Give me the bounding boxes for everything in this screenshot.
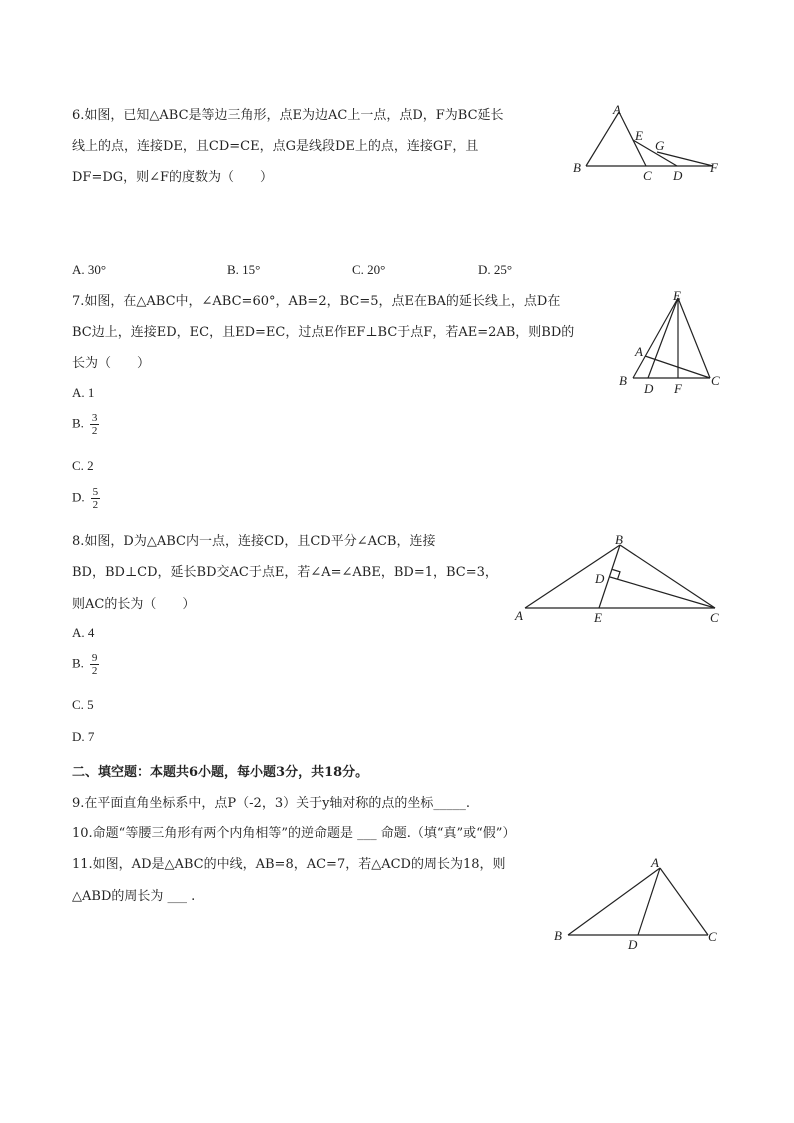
q7-option-c[interactable]: C. 2 — [72, 458, 94, 473]
q6-option-d[interactable]: D. 25° — [478, 262, 513, 277]
q8-label-c: C — [710, 610, 719, 625]
q7-option-b-denominator: 2 — [91, 425, 98, 437]
q8-line-1: 8.如图，D为△ABC内一点，连接CD，且CD平分∠ACB，连接 — [72, 534, 436, 549]
q6-label-c: C — [643, 168, 652, 183]
q6-line-1: 6.如图，已知△ABC是等边三角形，点E为边AC上一点，点D，F为BC延长 — [72, 108, 504, 123]
q7-label-f: F — [674, 381, 682, 396]
q8-option-b-prefix: B. — [72, 655, 84, 671]
q7-option-b-fraction — [90, 412, 100, 437]
q7-label-e: E — [673, 288, 681, 303]
q6-label-d: D — [673, 168, 683, 183]
section-2-title: 二、填空题：本题共6小题，每小题3分，共18分。 — [72, 765, 369, 780]
q11-label-b: B — [554, 928, 562, 943]
q8-segment-bc — [620, 545, 715, 608]
q7-label-c: C — [711, 373, 720, 388]
q7-option-b-numerator: 3 — [91, 412, 98, 424]
q6-line-3: DF=DG，则∠F的度数为（ ） — [72, 170, 274, 185]
q8-line-3: 则AC的长为（ ） — [72, 597, 196, 612]
q7-option-d[interactable] — [72, 486, 100, 511]
q7-option-b-prefix: B. — [72, 415, 84, 431]
q7-option-a[interactable]: A. 1 — [72, 385, 95, 400]
q6-label-e: E — [635, 128, 643, 143]
q6-option-b[interactable]: B. 15° — [227, 262, 261, 277]
q9-text: 9.在平面直角坐标系中，点P（-2，3）关于y轴对称的点的坐标_____. — [72, 796, 471, 811]
q8-segment-ab — [525, 545, 620, 608]
q7-option-b[interactable] — [72, 412, 99, 437]
q6-label-b: B — [573, 160, 581, 175]
q8-option-a[interactable]: A. 4 — [72, 625, 95, 640]
q6-segment-ab — [586, 112, 619, 166]
q8-line-2: BD，BD⊥CD，延长BD交AC于点E，若∠A=∠ABE，BD=1，BC=3， — [72, 565, 498, 580]
q6-option-a[interactable]: A. 30° — [72, 262, 107, 277]
q8-option-b[interactable] — [72, 652, 99, 677]
q7-segment-eb — [633, 298, 678, 378]
q8-option-c[interactable]: C. 5 — [72, 697, 94, 712]
q6-label-a: A — [613, 102, 621, 117]
q8-figure — [505, 528, 730, 628]
q6-label-g: G — [655, 138, 665, 153]
q7-label-a: A — [635, 344, 643, 359]
q7-figure — [610, 286, 730, 398]
q7-option-d-denominator: 2 — [92, 499, 99, 511]
q11-segment-ac — [660, 868, 708, 935]
q6-option-c[interactable]: C. 20° — [352, 262, 386, 277]
q8-option-d[interactable]: D. 7 — [72, 729, 95, 744]
q7-label-b: B — [619, 373, 627, 388]
q7-line-2: BC边上，连接ED，EC，且ED=EC，过点E作EF⊥BC于点F，若AE=2AB，则BD的 — [72, 325, 575, 340]
q11-label-d: D — [628, 937, 638, 952]
q7-line-3: 长为（ ） — [72, 356, 151, 371]
q8-segment-dc — [610, 577, 715, 608]
q7-label-d: D — [644, 381, 654, 396]
q11-label-c: C — [708, 929, 717, 944]
q7-option-d-fraction — [91, 486, 101, 511]
q8-label-b: B — [615, 532, 623, 547]
q8-option-b-numerator: 9 — [91, 652, 98, 664]
q11-line-2: △ABD的周长为 ___ . — [72, 889, 196, 904]
q7-option-d-numerator: 5 — [92, 486, 99, 498]
q8-label-e: E — [594, 610, 602, 625]
q6-label-f: F — [710, 160, 718, 175]
q11-figure — [548, 850, 728, 955]
q6-line-2: 线上的点，连接DE，且CD=CE，点G是线段DE上的点，连接GF，且 — [72, 139, 479, 154]
q6-figure — [565, 98, 735, 183]
q11-label-a: A — [651, 855, 659, 870]
q11-line-1: 11.如图，AD是△ABC的中线，AB=8，AC=7，若△ACD的周长为18，则 — [72, 857, 506, 872]
q7-segment-ec — [678, 298, 710, 378]
q7-option-d-prefix: D. — [72, 489, 85, 505]
q8-label-d: D — [595, 571, 605, 586]
q11-segment-ab — [568, 868, 660, 935]
q7-line-1: 7.如图，在△ABC中，∠ABC=60°，AB=2，BC=5，点E在BA的延长线上，点D在 — [72, 294, 561, 309]
q8-option-b-fraction — [90, 652, 100, 677]
q10-text: 10.命题“等腰三角形有两个内角相等”的逆命题是 ___ 命题.（填“真”或“假”） — [72, 826, 516, 841]
q8-option-b-denominator: 2 — [91, 665, 98, 677]
q11-segment-ad — [638, 868, 660, 935]
q8-label-a: A — [515, 608, 523, 623]
